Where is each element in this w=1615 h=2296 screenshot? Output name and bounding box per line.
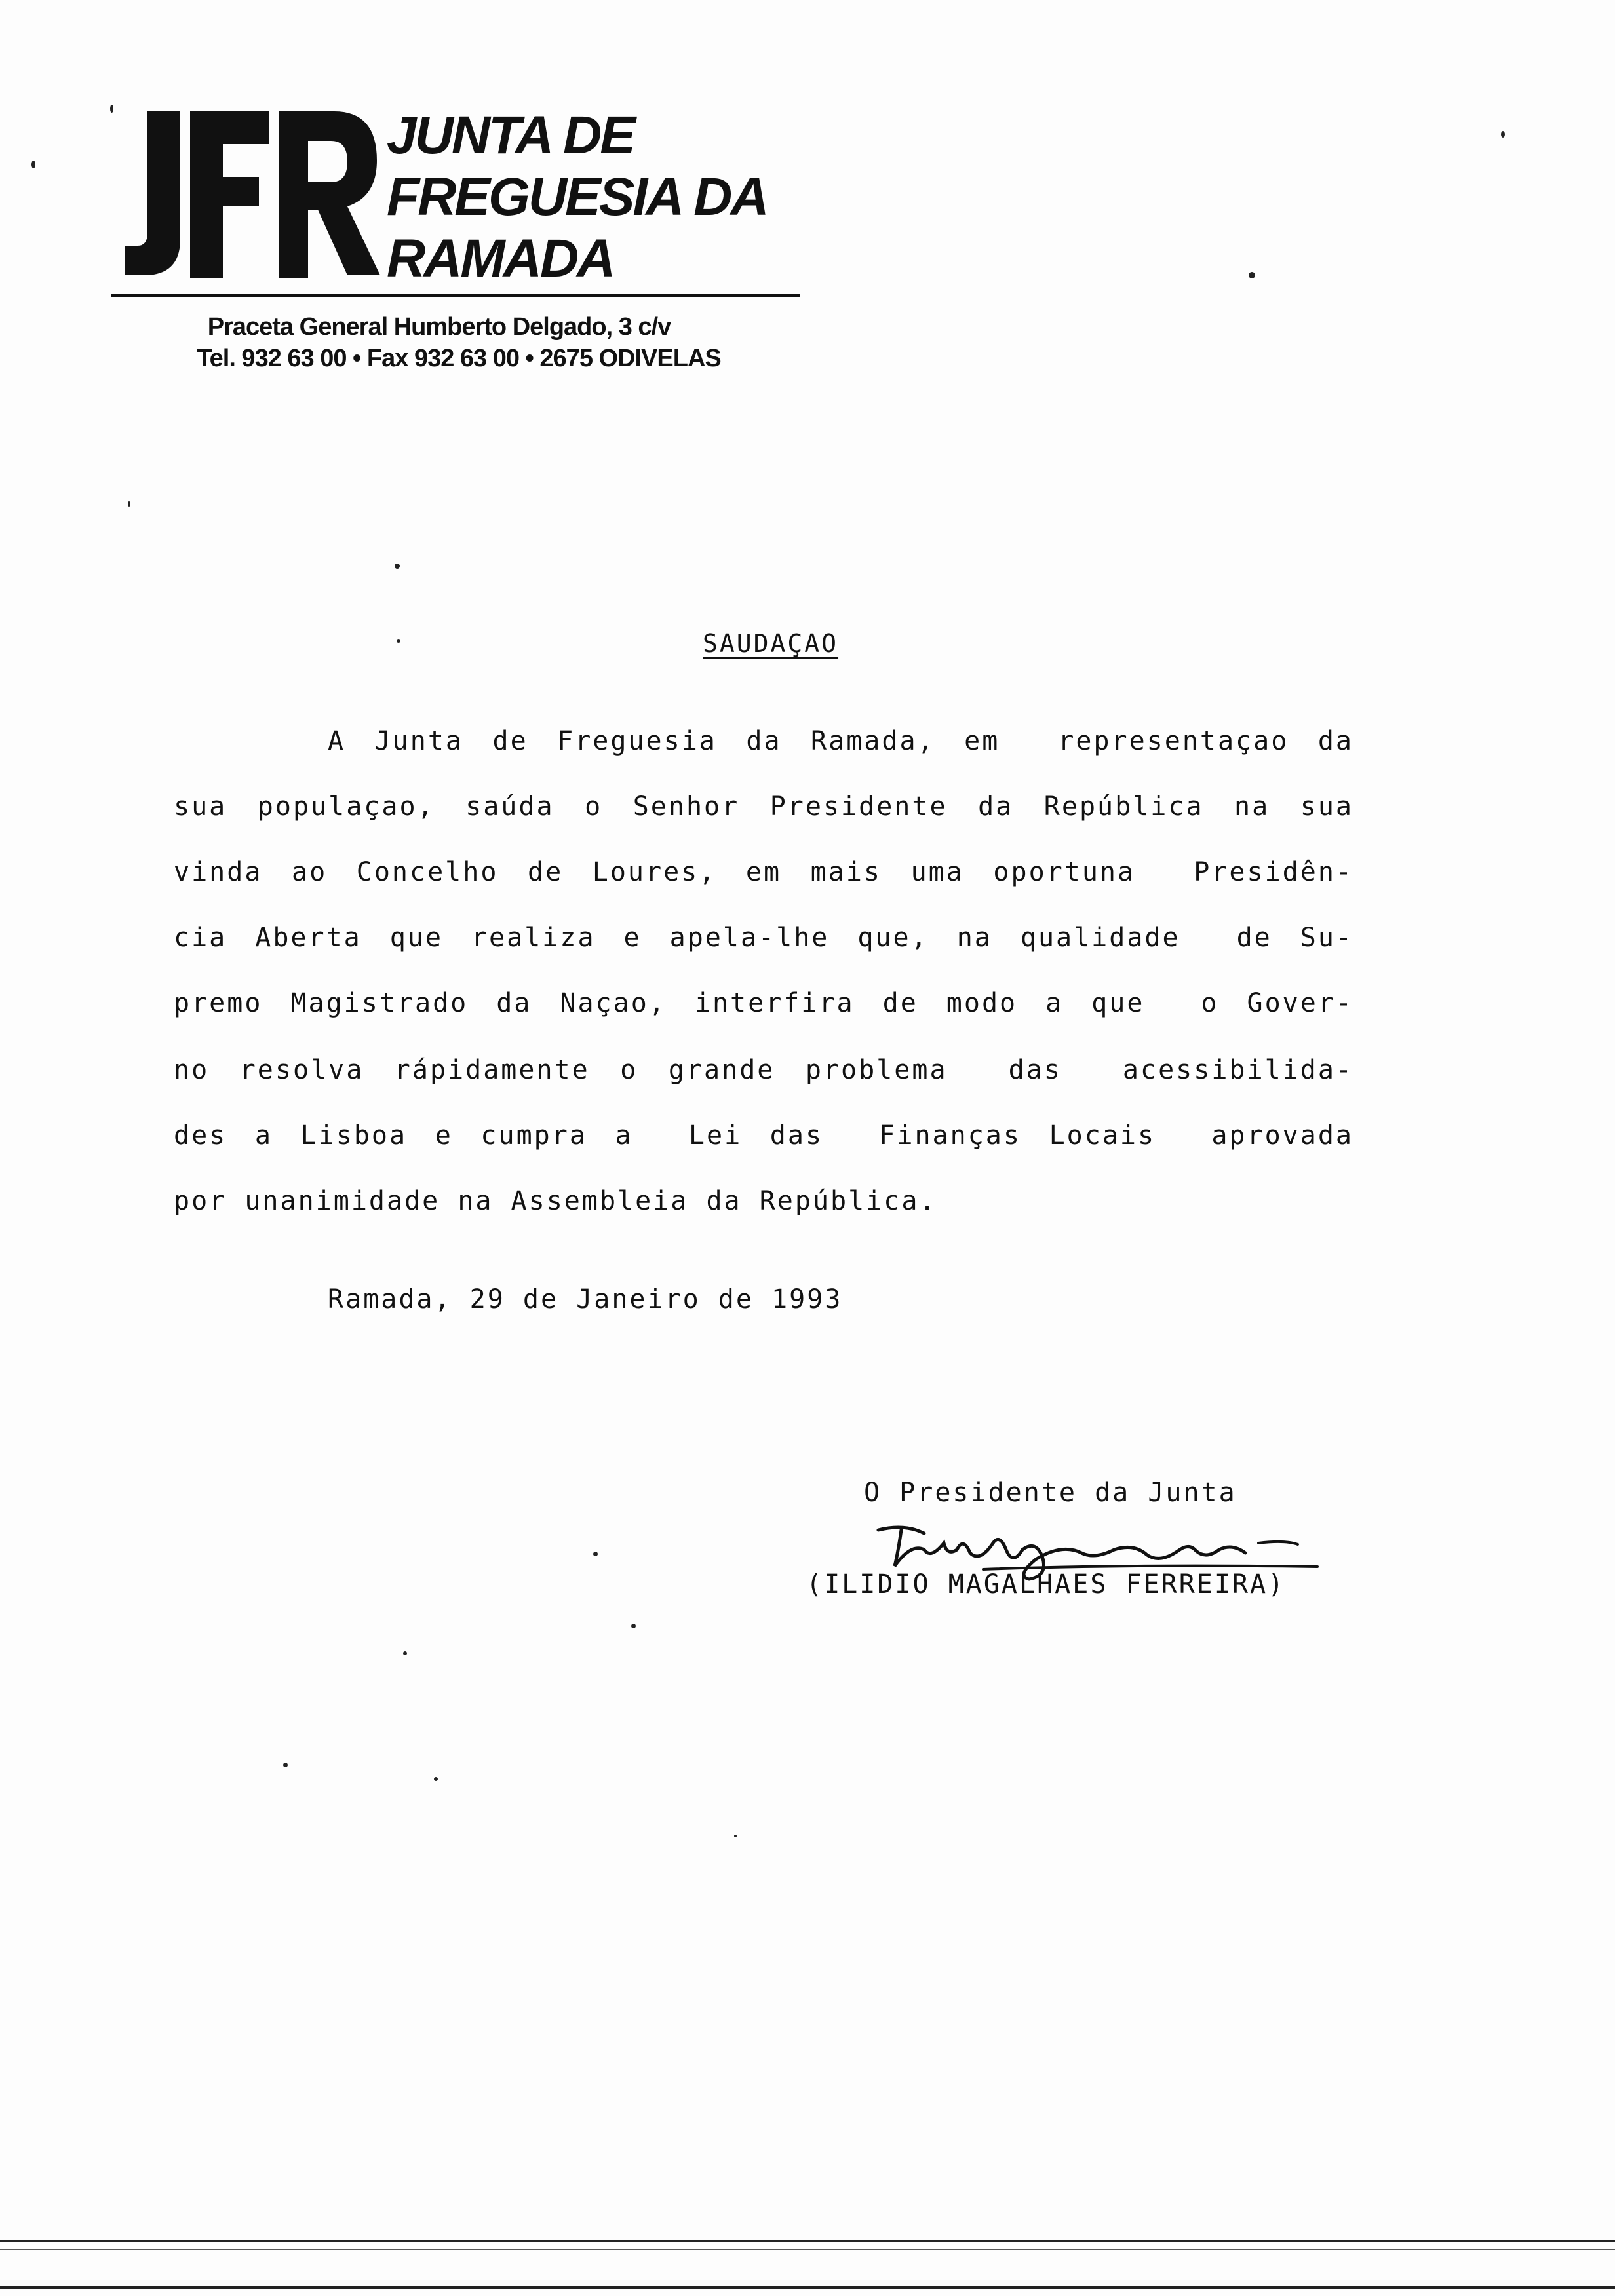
scan-speck bbox=[283, 1763, 288, 1767]
footer-divider bbox=[0, 2240, 1615, 2242]
body-line: vinda ao Concelho de Loures, em mais uma oportuna Presidên- bbox=[174, 857, 1353, 887]
letterhead-divider bbox=[111, 294, 800, 297]
body-line: premo Magistrado da Naçao, interfira de modo a que o Gover- bbox=[174, 988, 1353, 1018]
body-line: des a Lisboa e cumpra a Lei das Finanças Locais aprovada bbox=[174, 1120, 1353, 1151]
scan-speck bbox=[403, 1651, 407, 1655]
body-line: no resolva rápidamente o grande problema das acessibilida- bbox=[174, 1055, 1353, 1085]
letterhead-address bbox=[105, 311, 813, 374]
scan-speck bbox=[593, 1552, 598, 1556]
org-name-line: JUNTA DE bbox=[387, 105, 634, 165]
organization-name bbox=[387, 105, 768, 290]
signatory-name: (ILIDIO MAGALHAES FERREIRA) bbox=[806, 1569, 1286, 1599]
footer-divider bbox=[0, 2286, 1615, 2289]
scan-speck bbox=[397, 639, 400, 643]
jfr-logo bbox=[118, 98, 400, 295]
scan-speck bbox=[31, 161, 35, 168]
body-line: por unanimidade na Assembleia da República. bbox=[174, 1186, 937, 1216]
scan-speck bbox=[395, 564, 400, 569]
body-line: sua populaçao, saúda o Senhor Presidente da República na sua bbox=[174, 792, 1353, 822]
scan-speck bbox=[1501, 131, 1505, 138]
address-street: Praceta General Humberto Delgado, 3 c/v bbox=[207, 313, 671, 341]
date-line: Ramada, 29 de Janeiro de 1993 bbox=[328, 1284, 843, 1314]
document-title: SAUDAÇAO bbox=[703, 629, 839, 658]
footer-divider bbox=[0, 2249, 1615, 2250]
body-line: A Junta de Freguesia da Ramada, em representaçao da bbox=[328, 726, 1353, 756]
body-line: cia Aberta que realiza e apela-lhe que, na qualidade de Su- bbox=[174, 923, 1353, 953]
address-contact: Tel. 932 63 00 • Fax 932 63 00 • 2675 ODIVELAS bbox=[197, 345, 721, 372]
scan-speck bbox=[631, 1624, 636, 1628]
scan-speck bbox=[734, 1835, 737, 1837]
scan-speck bbox=[128, 501, 130, 507]
scan-speck bbox=[1249, 272, 1255, 278]
scan-speck bbox=[110, 105, 113, 113]
scan-speck bbox=[434, 1777, 438, 1781]
org-name-line: FREGUESIA DA bbox=[387, 167, 768, 227]
signatory-role: O Presidente da Junta bbox=[864, 1478, 1237, 1508]
org-name-line: RAMADA bbox=[387, 229, 614, 288]
